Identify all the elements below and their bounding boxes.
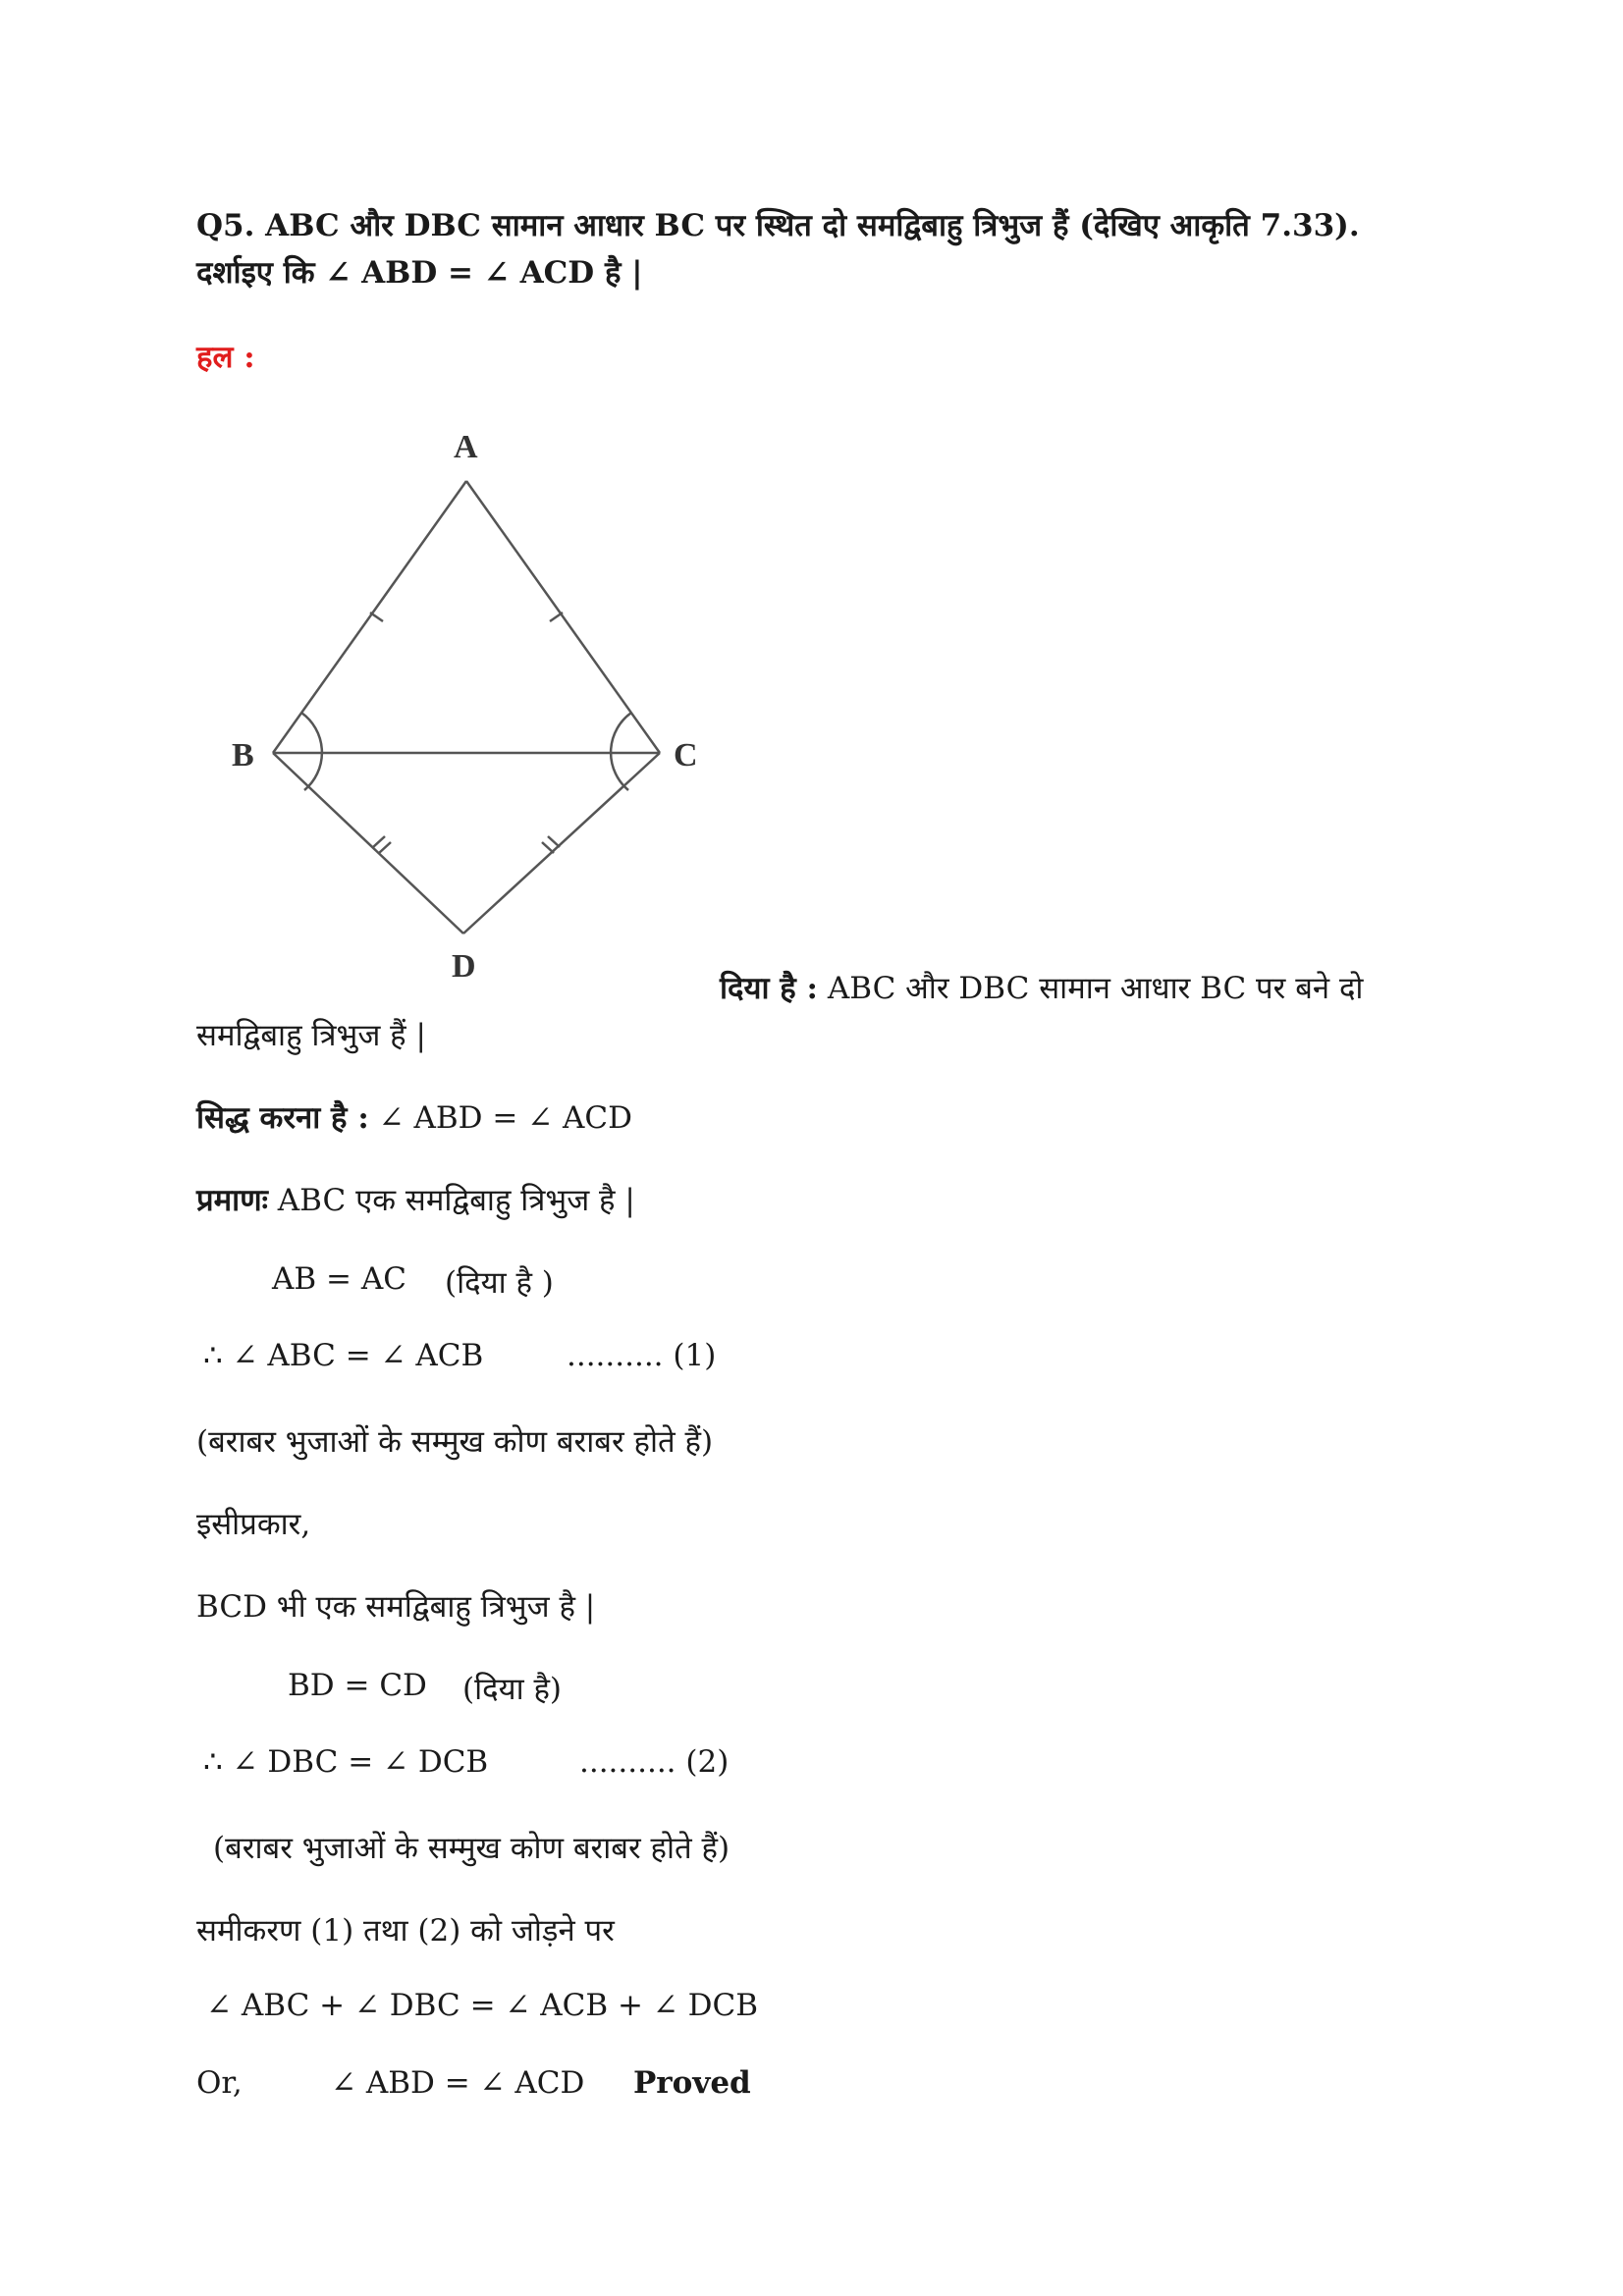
tick-ac [550, 613, 563, 621]
tick-cd-1 [548, 836, 560, 847]
step-bd-equals-cd-reason: (दिया है) [462, 1672, 563, 1707]
solution-label: हल : [196, 340, 255, 375]
step-sum-equation: ∠ ABC + ∠ DBC = ∠ ACB + ∠ DCB [206, 1988, 758, 2023]
step-bd-equals-cd: BD = CD [288, 1668, 427, 1703]
given-line [720, 967, 1363, 1008]
proof-label: प्रमाणः [196, 1183, 268, 1218]
proved-label: Proved [633, 2065, 751, 2101]
to-prove-text: ∠ ABD = ∠ ACD [378, 1100, 632, 1136]
step-reason-1: (बराबर भुजाओं के सम्मुख कोण बराबर होते हैं) [196, 1424, 714, 1460]
tick-bd-2 [379, 842, 391, 853]
step-angle-abc-acb: ∴ ∠ ABC = ∠ ACB [203, 1338, 484, 1373]
proof-text: ABC एक समद्विबाहु त्रिभुज है | [277, 1183, 635, 1218]
tick-ab [370, 613, 383, 621]
step-bcd-isosceles: BCD भी एक समद्विबाहु त्रिभुज है | [196, 1589, 596, 1625]
step-or: Or, [196, 2065, 243, 2101]
side-bd [273, 753, 463, 934]
given-label: दिया है : [720, 971, 818, 1006]
given-text: ABC और DBC सामान आधार BC पर बने दो [827, 971, 1364, 1006]
angle-arc-b [301, 713, 322, 790]
to-prove-label: सिद्ध करना है : [196, 1100, 369, 1136]
question-line-2: दर्शाइए कि ∠ ABD = ∠ ACD है | [196, 255, 643, 291]
step-ab-equals-ac: AB = AC [272, 1261, 406, 1297]
step-equation-ref-1: .......... (1) [567, 1338, 717, 1373]
vertex-label-c: C [674, 737, 698, 774]
proof-line [196, 1179, 635, 1220]
step-similarly: इसीप्रकार, [196, 1507, 311, 1542]
given-continuation: समद्विबाहु त्रिभुज हैं | [196, 1018, 426, 1053]
isosceles-triangles-figure [0, 0, 1623, 1001]
to-prove-line [196, 1096, 632, 1138]
vertex-label-a: A [454, 429, 478, 465]
step-reason-2: (बराबर भुजाओं के सम्मुख कोण बराबर होते हैं) [213, 1831, 730, 1866]
question-line-1: Q5. ABC और DBC सामान आधार BC पर स्थित दो समद्विबाहु त्रिभुज हैं (देखिए आकृति 7.33). [196, 208, 1360, 243]
tick-bd-1 [373, 836, 385, 847]
step-equation-ref-2: .......... (2) [579, 1744, 730, 1780]
step-adding-equations: समीकरण (1) तथा (2) को जोड़ने पर [196, 1913, 615, 1949]
side-cd [463, 753, 660, 934]
tick-cd-2 [542, 842, 554, 853]
step-ab-equals-ac-reason: (दिया है ) [445, 1265, 554, 1301]
step-final-equation: ∠ ABD = ∠ ACD [331, 2065, 585, 2101]
vertex-label-b: B [232, 737, 254, 774]
step-angle-dbc-dcb: ∴ ∠ DBC = ∠ DCB [203, 1744, 489, 1780]
vertex-label-d: D [452, 948, 476, 985]
angle-arc-c [611, 713, 631, 790]
